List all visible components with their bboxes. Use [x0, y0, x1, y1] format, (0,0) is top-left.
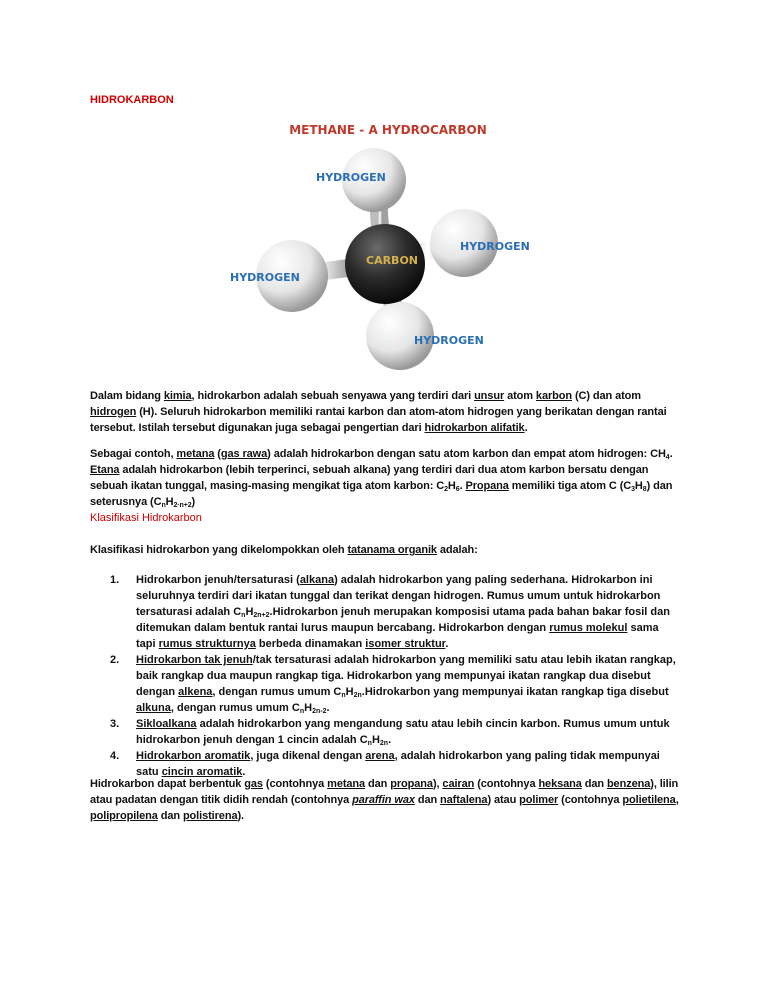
link-tatanama-organik[interactable]: tatanama organik [347, 544, 437, 556]
link-hidrogen[interactable]: hidrogen [90, 406, 137, 418]
list-item: 1. Hidrokarbon jenuh/tersaturasi (alkana) adalah hidrokarbon yang paling sederhana. Hidrokarbon ini seluruhnya terdiri dari ikatan tunggal dan terikat dengan hidrogen. Rumus umum untuk hidrokarbon tersaturasi adalah $C_nH_{2n+2}.Hidrokarbon$ jenuh merupakan komposisi utama pada bahan bakar fosil dan ditemukan dalam bentuk rantai lurus maupun bercabang. Hidrokarbon dengan rumus molekul sama tapi rumus strukturnya berbeda dinamakan isomer struktur. [110, 574, 670, 650]
link-polistirena[interactable]: polistirena [182, 810, 238, 822]
figure-heading: METHANE - A HYDROCARBON [289, 123, 487, 137]
link-alkena[interactable]: alkena [178, 686, 213, 698]
example-paragraph: Sebagai contoh, metana (gas rawa) adalah hidrokarbon dengan satu atom karbon dan empat atom hidrogen: $CH_4$. Etana adalah hidrokarbon (lebih terperinci, sebuah alkana) yang terdiri dari dua atom karbon bersatu dengan sebuah ikatan tunggal, masing-masing mengikat tiga atom karbon: $C_2H_6$. Propana memiliki tiga atom C $(C_3H_8)$ dan seterusnya $(C_nH_{2\cdot n+2})$ [90, 448, 673, 509]
link-arena[interactable]: arena [365, 750, 395, 762]
link-paraffin-wax[interactable]: paraffin wax [352, 794, 415, 806]
link-benzena[interactable]: benzena [606, 778, 651, 790]
link-etana[interactable]: Etana [90, 464, 120, 476]
link-hidrokarbon-tak-jenuh[interactable]: Hidrokarbon tak jenuh [136, 654, 253, 666]
intro-paragraph: Dalam bidang kimia, hidrokarbon adalah sebuah senyawa yang terdiri dari unsur atom karbon (C) dan atom hidrogen (H). Seluruh hidrokarbon memiliki rantai karbon dan atom-atom hidrogen yang berikatan dengan rantai tersebut. Istilah tersebut digunakan juga sebagai pengertian dari hidrokarbon alifatik. [90, 390, 667, 434]
link-polietilena[interactable]: polietilena [622, 794, 676, 806]
list-item: 3. Sikloalkana adalah hidrokarbon yang mengandung satu atau lebih cincin karbon. Rumus umum untuk hidrokarbon jenuh dengan 1 cincin adalah $C_nH_{2n}$. [110, 718, 670, 747]
classification-list [110, 572, 680, 780]
link-metana[interactable]: metana [327, 778, 366, 790]
link-cincin-aromatik[interactable]: cincin aromatik [161, 766, 243, 778]
link-heksana[interactable]: heksana [538, 778, 582, 790]
link-hidrokarbon-aromatik[interactable]: Hidrokarbon aromatik [136, 750, 251, 762]
hydrogen-label-top: HYDROGEN [316, 171, 386, 184]
link-alkuna[interactable]: alkuna [136, 702, 171, 714]
forms-paragraph: Hidrokarbon dapat berbentuk gas (contohnya metana dan propana), cairan (contohnya heksana dan benzena), lilin atau padatan dengan titik didih rendah (contohnya paraffin wax dan naftalena) atau polimer (contohnya polietilena, polipropilena dan polistirena). [90, 778, 679, 822]
link-rumus-struktur[interactable]: rumus strukturnya [158, 638, 256, 650]
page-title: HIDROKARBON [90, 94, 174, 106]
hydrogen-label-left: HYDROGEN [230, 271, 300, 284]
link-polipropilena[interactable]: polipropilena [90, 810, 158, 822]
link-karbon[interactable]: karbon [535, 390, 572, 402]
link-kimia[interactable]: kimia [163, 390, 192, 402]
link-propana[interactable]: Propana [465, 480, 509, 492]
link-unsur[interactable]: unsur [474, 390, 505, 402]
link-isomer-struktur[interactable]: isomer struktur [365, 638, 446, 650]
hydrogen-label-right: HYDROGEN [460, 240, 530, 253]
link-naftalena[interactable]: naftalena [440, 794, 488, 806]
link-gas-rawa[interactable]: gas rawa [220, 448, 268, 460]
link-sikloalkana[interactable]: Sikloalkana [136, 718, 197, 730]
link-cairan[interactable]: cairan [442, 778, 475, 790]
methane-molecule-image [228, 118, 546, 374]
link-metana[interactable]: metana [176, 448, 215, 460]
link-rumus-molekul[interactable]: rumus molekul [549, 622, 628, 634]
classification-intro: Klasifikasi hidrokarbon yang dikelompokkan oleh tatanama organik adalah: [90, 544, 478, 556]
link-hidrokarbon-alifatik[interactable]: hidrokarbon alifatik [424, 422, 525, 434]
link-propana[interactable]: propana [390, 778, 433, 790]
link-alkana[interactable]: alkana [299, 574, 335, 586]
link-polimer[interactable]: polimer [519, 794, 559, 806]
hydrogen-label-bottom: HYDROGEN [414, 334, 484, 347]
list-item: 4. Hidrokarbon aromatik, juga dikenal dengan arena, adalah hidrokarbon yang paling tidak mempunyai satu cincin aromatik. [110, 750, 660, 778]
list-item: 2. Hidrokarbon tak jenuh/tak tersaturasi adalah hidrokarbon yang memiliki satu atau lebih ikatan rangkap, baik rangkap dua maupun rangkap tiga. Hidrokarbon yang mempunyai ikatan rangkap dua disebut dengan alkena, dengan rumus umum $C_nH_{2n}.Hidrokarbon$ yang mempunyai ikatan rangkap tiga disebut alkuna, dengan rumus umum $C_nH_{2n-2}$. [110, 654, 676, 715]
link-gas[interactable]: gas [244, 778, 263, 790]
section-heading: Klasifikasi Hidrokarbon [90, 512, 202, 524]
carbon-label: CARBON [366, 254, 418, 267]
